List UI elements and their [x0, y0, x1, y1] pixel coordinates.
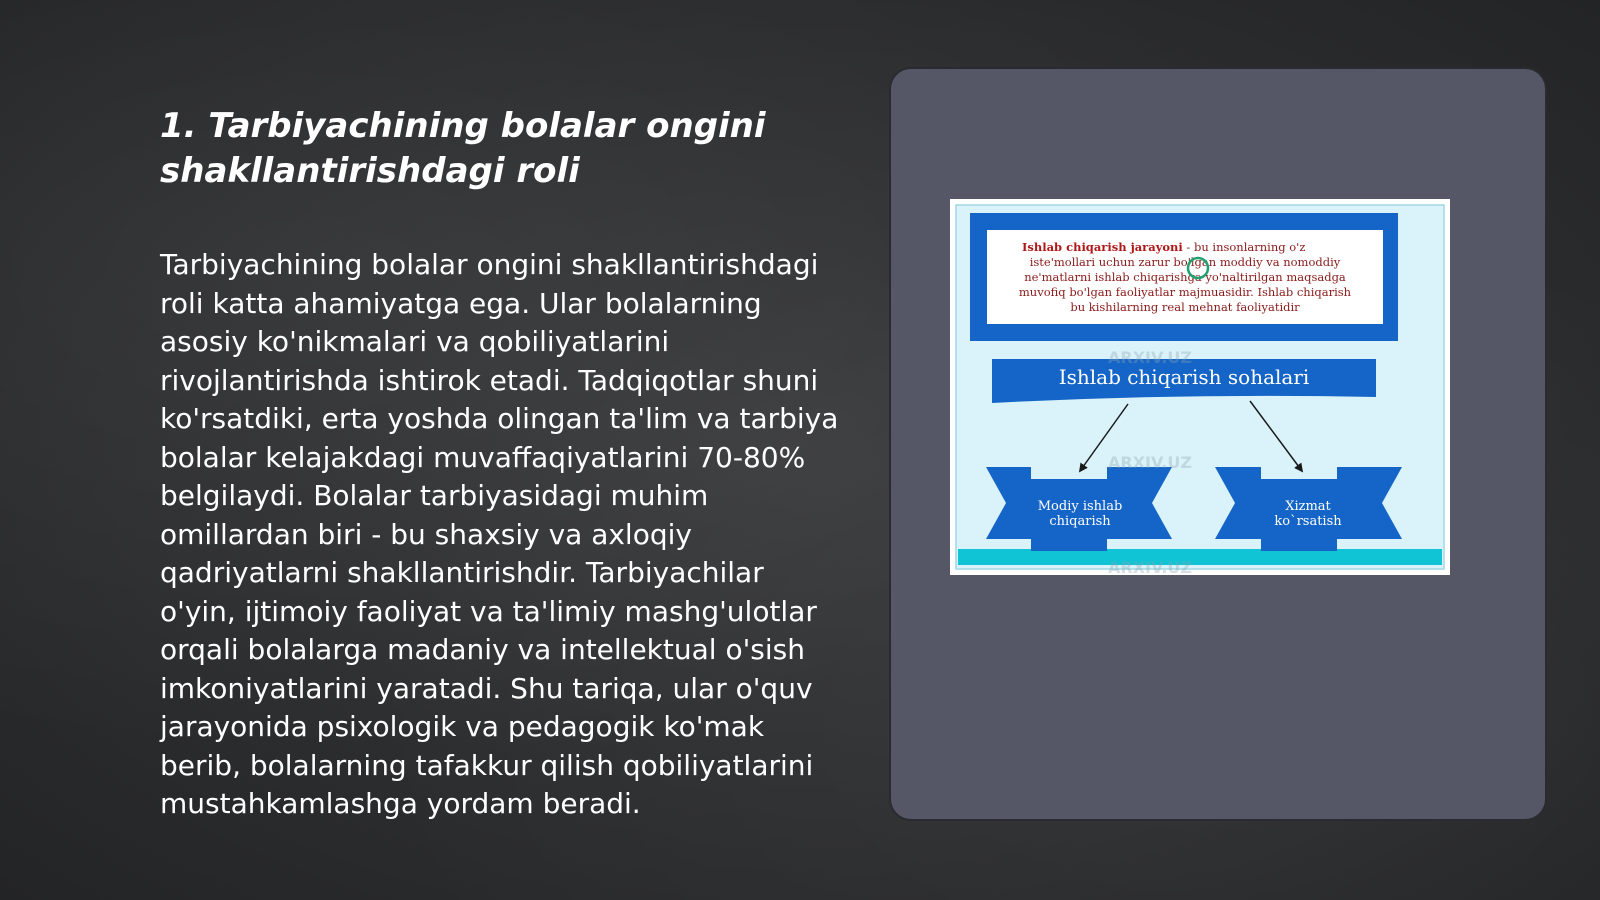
right-branch-line-2: ko`rsatish [1274, 514, 1342, 529]
watermark: ARXIV.UZ [1108, 348, 1192, 367]
slide-title: 1. Tarbiyachining bolalar ongini shakllantirishdagi roli [160, 106, 766, 191]
definition-line-5: bu kishilarning real mehnat faoliyatidir [1070, 300, 1300, 314]
definition-term: Ishlab chiqarish jarayoni [1022, 240, 1183, 254]
diagram-picture [950, 199, 1450, 575]
definition-line-1-rest: - bu insonlarning o'z [1182, 240, 1306, 254]
watermark: ARXIV.UZ [1108, 453, 1192, 472]
definition-line-4: muvofiq bo'lgan faoliyatlar majmuasidir. Ishlab chiqarish [1018, 285, 1352, 299]
definition-line-1 [1022, 240, 1305, 254]
right-branch-line-1: Xizmat [1285, 499, 1331, 514]
watermark: ARXIV.UZ [1108, 558, 1192, 575]
slide-body-text: Tarbiyachining bolalar ongini shakllantirishdagi roli katta ahamiyatga ega. Ular bolalarning asosiy ko'nikmalari va qobiliyatlarini rivojlantirishda ishtirok etadi. Tadqiqotlar shuni ko'rsatdiki, erta yoshda olingan ta'lim va tarbiya bolalar kelajakdagi muvaffaqiyatlarini 70-80% belgilaydi. Bolalar tarbiyasidagi muhim omillardan biri - bu shaxsiy va axloqiy qadriyatlarni shakllantirishdir. Tarbiyachilar o'yin, ijtimoiy faoliyat va ta'limiy mashg'ulotlar orqali bolalarga madaniy va intellektual o'sish imkoniyatlarini yaratadi. Shu tariqa, ular o'quv jarayonida psixologik va pedagogik ko'mak berib, bolalarning tafakkur qilish qobiliyatlarini mustahkamlashga yordam beradi. [160, 248, 839, 820]
definition-line-2: iste'mollari uchun zarur bo'lgan moddiy va nomoddiy [1029, 255, 1341, 269]
diagram-heading: Ishlab chiqarish sohalari [1058, 365, 1310, 389]
left-branch-line-2: chiqarish [1049, 514, 1111, 529]
definition-line-3: ne'matlarni ishlab chiqarishga yo'naltirilgan maqsadga [1024, 270, 1346, 284]
left-branch-line-1: Modiy ishlab [1037, 499, 1123, 514]
